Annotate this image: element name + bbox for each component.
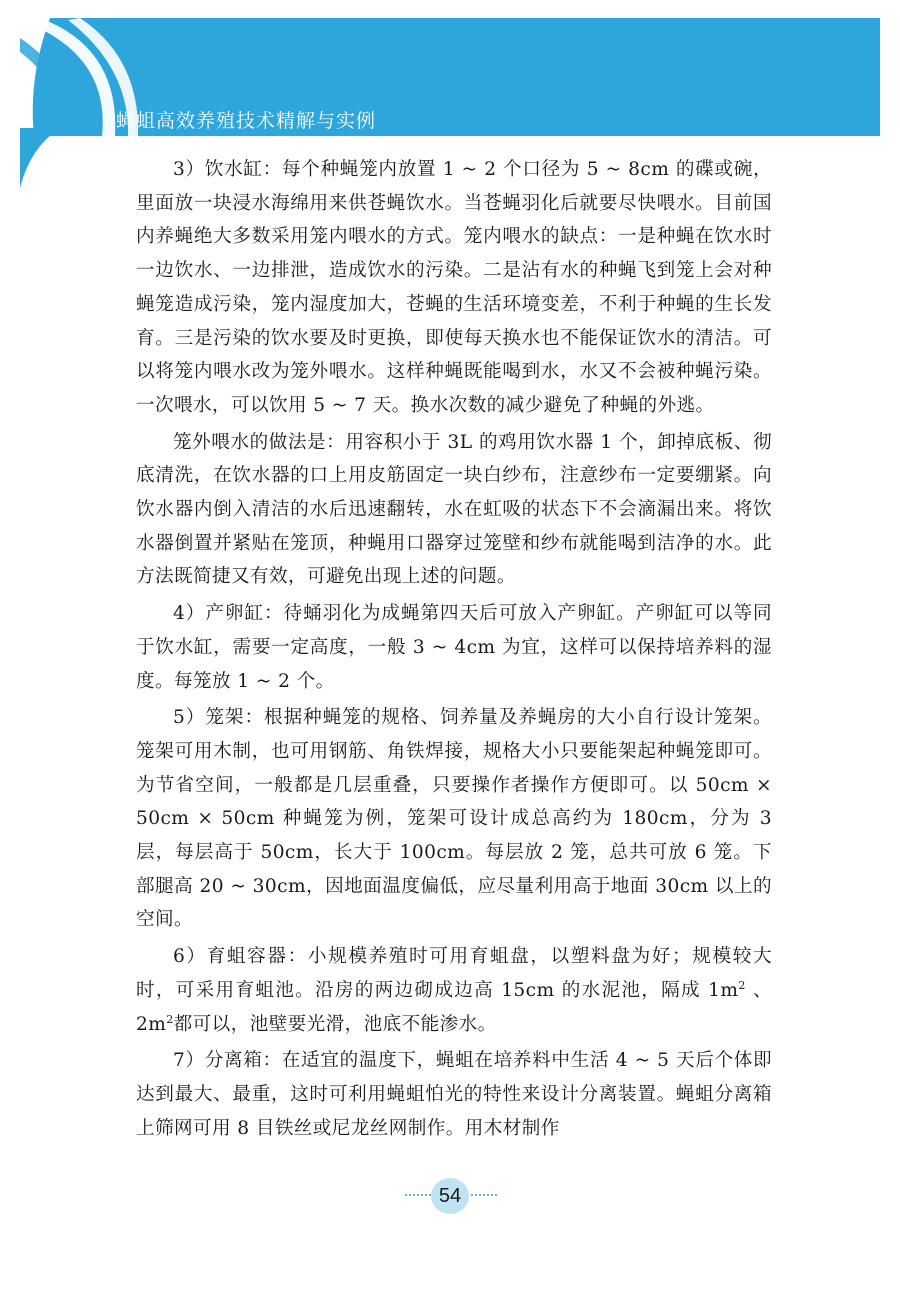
paragraph-maggot-container-text-2: 、2m <box>136 979 772 1035</box>
paragraph-external-watering: 笼外喂水的做法是：用容积小于 3L 的鸡用饮水器 1 个，卸掉底板、彻底清洗，在饮水器的口上用皮筋固定一块白纱布，注意纱布一定要绷紧。向饮水器内倒入清洁的水后迅速翻转，水在虹吸的状态下不会滴漏出来。将饮水器倒置并紧贴在笼顶，种蝇用口器穿过笼壁和纱布就能喝到洁净的水。此方法既简捷又有效，可避免出现上述的问题。 <box>136 431 772 588</box>
page-number: 54 <box>438 1185 462 1207</box>
paragraph-drinking-tank: 3）饮水缸：每个种蝇笼内放置 1 ~ 2 个口径为 5 ~ 8cm 的碟或碗，里面放一块浸水海绵用来供苍蝇饮水。当苍蝇羽化后就要尽快喂水。目前国内养蝇绝大多数采用笼内喂水的方式。笼内喂水的缺点：一是种蝇在饮水时一边饮水、一边排泄，造成饮水的污染。二是沾有水的种蝇飞到笼上会对种蝇笼造成污染，笼内湿度加大，苍蝇的生活环境变差，不利于种蝇的生长发育。三是污染的饮水要及时更换，即使每天换水也不能保证饮水的清洁。可以将笼内喂水改为笼外喂水。这样种蝇既能喝到水，水又不会被种蝇污染。一次喂水，可以饮用 5 ~ 7 天。换水次数的减少避免了种蝇的外逃。 <box>136 159 772 416</box>
paragraph-maggot-container <box>136 940 772 1041</box>
dotted-rule-left <box>405 1194 431 1196</box>
paragraph-maggot-container-text-1: 6）育蛆容器：小规模养殖时可用育蛆盘，以塑料盘为好；规模较大时，可采用育蛆池。沿房的两边砌成边高 15cm 的水泥池，隔成 1m <box>136 946 772 1001</box>
paragraph-cage-rack: 5）笼架：根据种蝇笼的规格、饲养量及养蝇房的大小自行设计笼架。笼架可用木制，也可用钢筋、角铁焊接，规格大小只要能架起种蝇笼即可。为节省空间，一般都是几层重叠，只要操作者操作方便即可。以 50cm × 50cm × 50cm 种蝇笼为例，笼架可设计成总高约为 180cm，分为 3 层，每层高于 50cm，长大于 100cm。每层放 2 笼，总共可放 6 笼。下部腿高 20 ~ 30cm，因地面温度偏低，应尽量利用高于地面 30cm 以上的空间。 <box>136 707 772 931</box>
page-footer <box>0 1176 900 1216</box>
page-body <box>136 153 772 1148</box>
paragraph-egg-laying-tank: 4）产卵缸：待蛹羽化为成蝇第四天后可放入产卵缸。产卵缸可以等同于饮水缸，需要一定高度，一般 3 ~ 4cm 为宜，这样可以保持培养料的湿度。每笼放 1 ~ 2 个。 <box>136 603 772 692</box>
superscript-2: 2 <box>166 1012 174 1026</box>
header-tab-icon <box>20 128 80 188</box>
dotted-rule-right <box>471 1194 497 1196</box>
superscript-2: 2 <box>738 978 746 992</box>
paragraph-maggot-container-text-3: 都可以，池壁要光滑，池底不能渗水。 <box>173 1013 497 1035</box>
paragraph-separation-box: 7）分离箱：在适宜的温度下，蝇蛆在培养料中生活 4 ~ 5 天后个体即达到最大、最重，这时可利用蝇蛆怕光的特性来设计分离装置。蝇蛆分离箱上筛网可用 8 目铁丝或尼龙丝网制作。用木材制作 <box>136 1050 772 1139</box>
running-header <box>20 18 880 136</box>
header-title: 蝇蛆高效养殖技术精解与实例 <box>116 110 377 132</box>
